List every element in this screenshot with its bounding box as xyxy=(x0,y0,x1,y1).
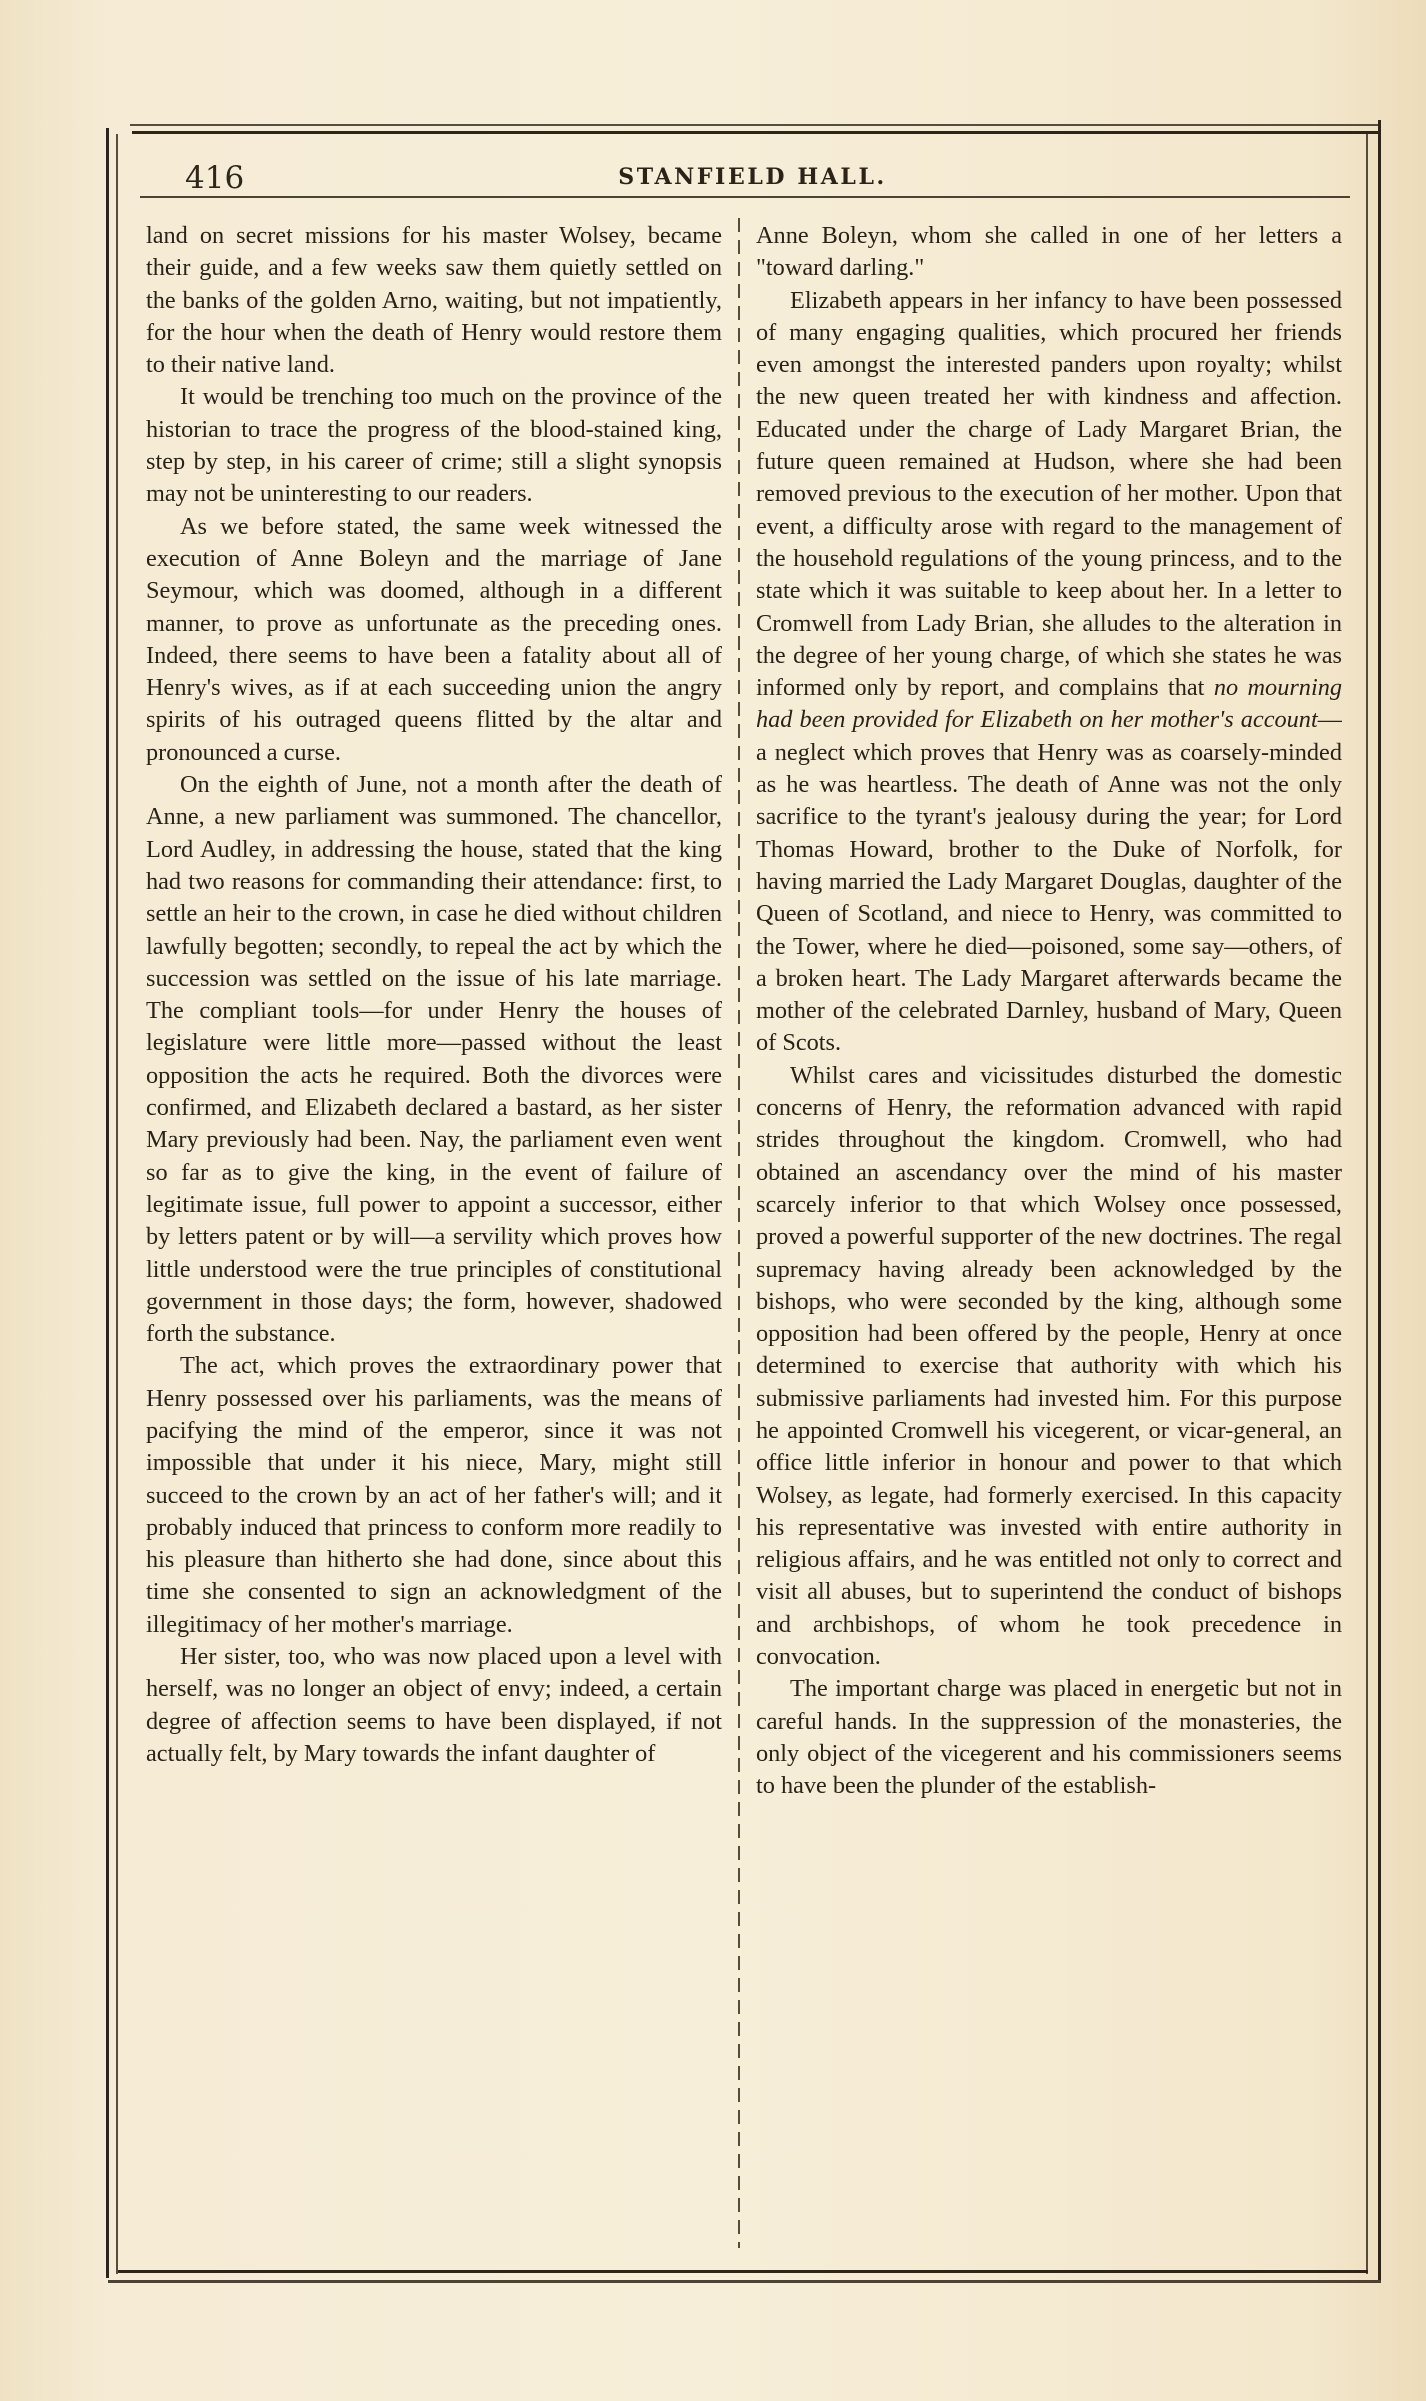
paragraph: land on secret missions for his master Wolsey, became their guide, and a few weeks saw them quietly settled on the banks of the golden Arno, waiting, but not impatiently, for the hour when the death of Henry would restore them to their native land. xyxy=(146,222,722,379)
italic-quote: no mourning had been provided for Elizabeth on her mother's account xyxy=(756,674,1342,734)
top-outer-rule xyxy=(130,124,1380,126)
paragraph-text: —a neglect which proves that Henry was as coarsely-minded as he was heartless. The death of Anne was not the only sacrifice to the tyrant's jealousy during the year; for Lord Thomas Howard, brother to the Duke of Norfolk, for having married the Lady Margaret Douglas, daughter of the Queen of Scotland, and niece to Henry, was committed to the Tower, where he died—poisoned, some say—others, of a broken heart. The Lady Margaret afterwards became the mother of the celebrated Darnley, husband of Mary, Queen of Scots. xyxy=(756,706,1342,1057)
running-head xyxy=(135,160,1370,200)
paragraph: The act, which proves the extraordinary power that Henry possessed over his parliaments, was the means of pacifying the mind of the emperor, since it was not impossible that under it his niece, Mary, might still succeed to the crown by an act of her father's will; and it probably induced that princess to conform more readily to his pleasure than hitherto she had done, since about this time she consented to sign an acknowledgment of the illegitimacy of her mother's marriage. xyxy=(146,1352,722,1638)
paragraph: As we before stated, the same week witnessed the execution of Anne Boleyn and the marriage of Jane Seymour, which was doomed, although in a different manner, to prove as unfortunate as the preceding ones. Indeed, there seems to have been a fatality about all of Henry's wives, as if at each succeeding union the angry spirits of his outraged queens flitted by the altar and pronounced a curse. xyxy=(146,512,722,766)
right-border-outer xyxy=(1378,120,1381,2280)
running-title: STANFIELD HALL. xyxy=(618,164,887,190)
paragraph: Whilst cares and vicissitudes disturbed the domestic concerns of Henry, the reformation advanced with rapid strides throughout the kingdom. Cromwell, who had obtained an ascendancy over the mind of his master scarcely inferior to that which Wolsey once possessed, proved a powerful supporter of the new doctrines. The regal supremacy having already been acknowledged by the bishops, who were seconded by the king, although some opposition had been offered by the people, Henry at once determined to exercise that authority with which his submissive parliaments had invested him. For this purpose he appointed Cromwell his vicegerent, or vicar-general, an office little inferior in honour and power to that which Wolsey, as legate, had formerly exercised. In this capacity his representative was invested with entire authority in religious affairs, and he was entitled not only to correct and visit all abuses, but to superintend the conduct of bishops and archbishops, of whom he took precedence in convocation. xyxy=(756,1061,1342,1671)
paragraph: On the eighth of June, not a month after the death of Anne, a new parliament was summoned. The chancellor, Lord Audley, in addressing the house, stated that the king had two reasons for commanding their attendance: first, to settle an heir to the crown, in case he died without children lawfully begotten; secondly, to repeal the act by which the succession was settled on the issue of his late marriage. The compliant tools—for under Henry the houses of legislature were little more—passed without the least opposition the acts he required. Both the divorces were confirmed, and Elizabeth declared a bastard, as her sister Mary previously had been. Nay, the parliament even went so far as to give the king, in the event of failure of legitimate issue, full power to appoint a successor, either by letters patent or by will—a servility which proves how little understood were the true principles of constitutional government in those days; the form, however, shadowed forth the substance. xyxy=(146,771,722,1348)
top-inner-rule xyxy=(132,131,1380,134)
left-column xyxy=(146,220,722,2260)
bottom-outer-rule xyxy=(108,2280,1381,2283)
paragraph: Her sister, too, who was now placed upon a level with herself, was no longer an object of envy; indeed, a certain degree of affection seems to have been displayed, if not actually felt, by Mary towards the infant daughter of xyxy=(146,1643,722,1767)
paragraph: It would be trenching too much on the province of the historian to trace the progress of the blood-stained king, step by step, in his career of crime; still a slight synopsis may not be uninteresting to our readers. xyxy=(146,383,722,508)
right-border-inner xyxy=(1366,134,1368,2274)
page-number: 416 xyxy=(185,160,245,196)
paragraph xyxy=(756,285,1342,1060)
paragraph-text: Elizabeth appears in her infancy to have been possessed of many engaging qualities, which procured her friends even amongst the interested panders upon royalty; whilst the new queen treated her with kindness and affection. Educated under the charge of Lady Margaret Brian, the future queen remained at Hudson, where she had been removed previous to the execution of her mother. Upon that event, a difficulty arose with regard to the management of the household regulations of the young princess, and to the state which it was suitable to keep about her. In a letter to Cromwell from Lady Brian, she alludes to the alteration in the degree of her young charge, of which she states he was informed only by report, and complains that xyxy=(756,286,1342,702)
paragraph: Anne Boleyn, whom she called in one of her letters a "toward darling." xyxy=(756,222,1342,282)
left-border-outer xyxy=(106,128,109,2278)
paragraph: The important charge was placed in energetic but not in careful hands. In the suppression of the monasteries, the only object of the vicegerent and his commissioners seems to have been the plunder of the establish- xyxy=(756,1675,1342,1800)
column-divider xyxy=(738,218,740,2248)
left-border-inner xyxy=(116,134,118,2274)
bottom-inner-rule xyxy=(118,2270,1368,2273)
right-column xyxy=(756,220,1342,2260)
